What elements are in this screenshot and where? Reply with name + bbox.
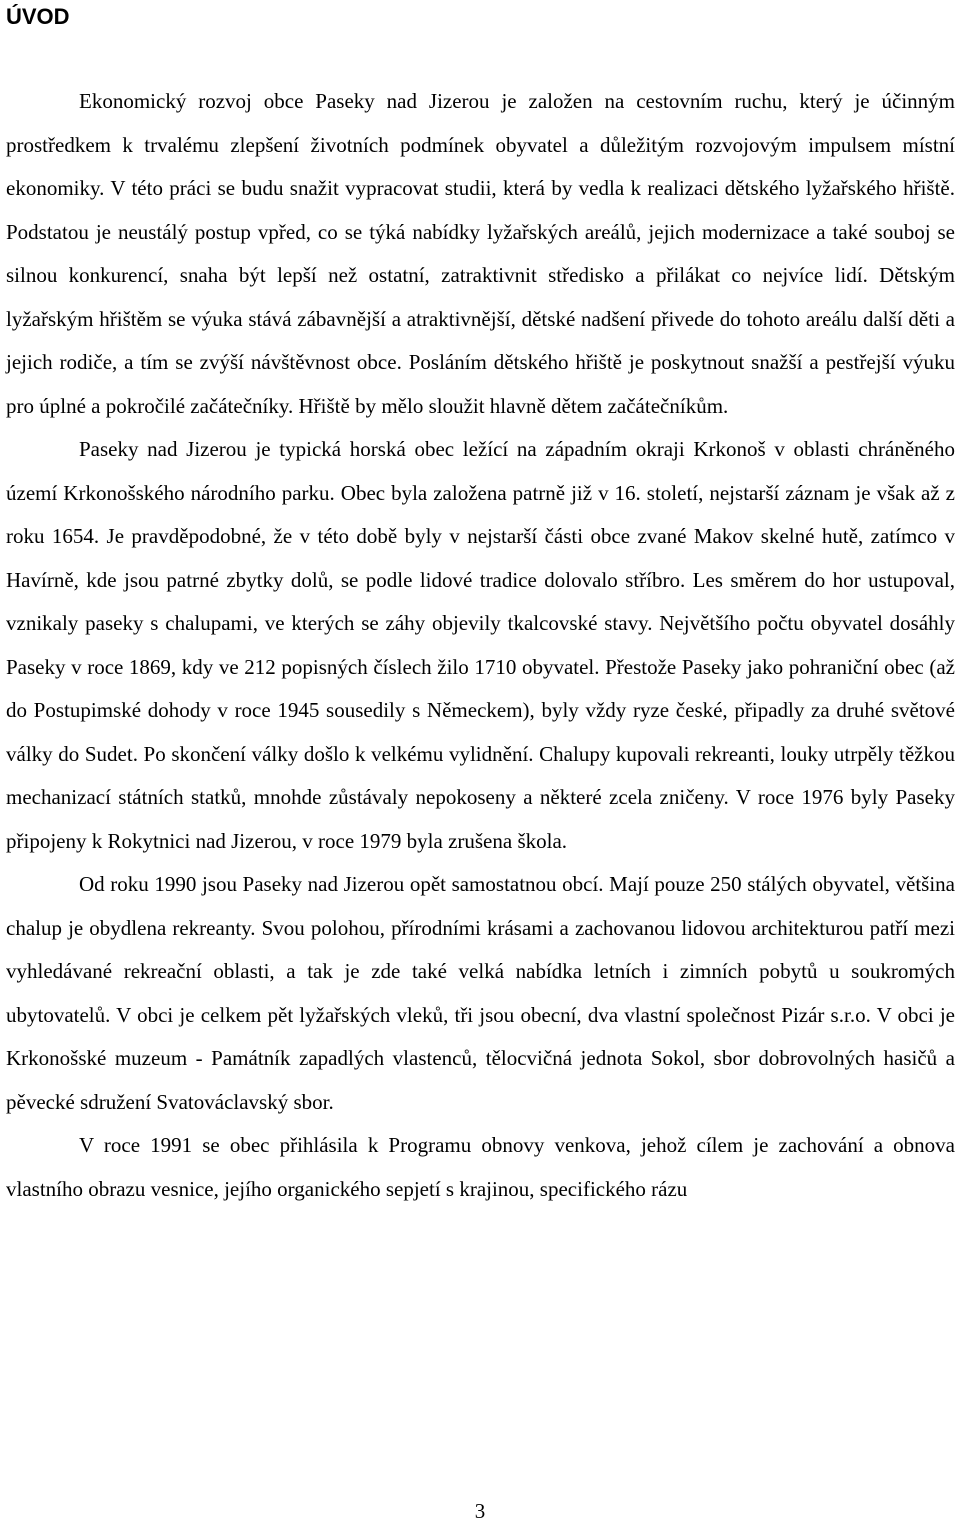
paragraph-history: Paseky nad Jizerou je typická horská obec ležící na západním okraji Krkonoš v oblasti chráněného území Krkonošského národního parku. Obec byla založena patrně již v 16. století, nejstarší záznam je však až z roku 1654. Je pravděpodobné, že v této době byly v nejstarší části obce zvané Makov skelné hutě, zatímco v Havírně, kde jsou patrné zbytky dolů, se podle lidové tradice dolovalo stříbro. Les směrem do hor ustupoval, vznikaly paseky s chalupami, ve kterých se záhy objevily tkalcovské stavy. Největšího počtu obyvatel dosáhly Paseky v roce 1869, kdy ve 212 popisných číslech žilo 1710 obyvatel. Přestože Paseky jako pohraniční obec (až do Postupimské dohody v roce 1945 sousedily s Německem), byly vždy ryze české, připadly za druhé světové války do Sudet. Po skončení války došlo k velkému vylidnění. Chalupy kupovali rekreanti, louky utrpěly těžkou mechanizací státních statků, mnohde zůstávaly nepokoseny a některé zcela zničeny. V roce 1976 byly Paseky připojeny k Rokytnici nad Jizerou, v roce 1979 byla zrušena škola. xyxy=(6,437,955,853)
body-text xyxy=(6,80,955,1211)
paragraph-program: V roce 1991 se obec přihlásila k Programu obnovy venkova, jehož cílem je zachování a obnova vlastního obrazu vesnice, jejího organického sepjetí s krajinou, specifického rázu xyxy=(6,1133,955,1201)
page-title: ÚVOD xyxy=(6,4,70,29)
page-number: 3 xyxy=(474,1499,486,1523)
paragraph-intro: Ekonomický rozvoj obce Paseky nad Jizerou je založen na cestovním ruchu, který je účinným prostředkem k trvalému zlepšení životních podmínek obyvatel a důležitým rozvojovým impulsem místní ekonomiky. V této práci se budu snažit vypracovat studii, která by vedla k realizaci dětského lyžařského hřiště. Podstatou je neustálý postup vpřed, co se týká nabídky lyžařských areálů, jejich modernizace a také souboj se silnou konkurencí, snaha být lepší než ostatní, zatraktivnit středisko a přilákat co nejvíce lidí. Dětským lyžařským hřištěm se výuka stává zábavnější a atraktivnější, dětské nadšení přivede do tohoto areálu další děti a jejich rodiče, a tím se zvýší návštěvnost obce. Posláním dětského hřiště je poskytnout snažší a pestřejší výuku pro úplné a pokročilé začátečníky. Hřiště by mělo sloužit hlavně dětem začátečníkům. xyxy=(6,89,955,418)
paragraph-present: Od roku 1990 jsou Paseky nad Jizerou opět samostatnou obcí. Mají pouze 250 stálých obyvatel, většina chalup je obydlena rekreanty. Svou polohou, přírodními krásami a zachovanou lidovou architekturou patří mezi vyhledávané rekreační oblasti, a tak je zde také velká nabídka letních i zimních pobytů u soukromých ubytovatelů. V obci je celkem pět lyžařských vleků, tři jsou obecní, dva vlastní společnost Pizár s.r.o. V obci je Krkonošské muzeum - Památník zapadlých vlastenců, tělocvičná jednota Sokol, sbor dobrovolných hasičů a pěvecké sdružení Svatováclavský sbor. xyxy=(6,872,955,1114)
